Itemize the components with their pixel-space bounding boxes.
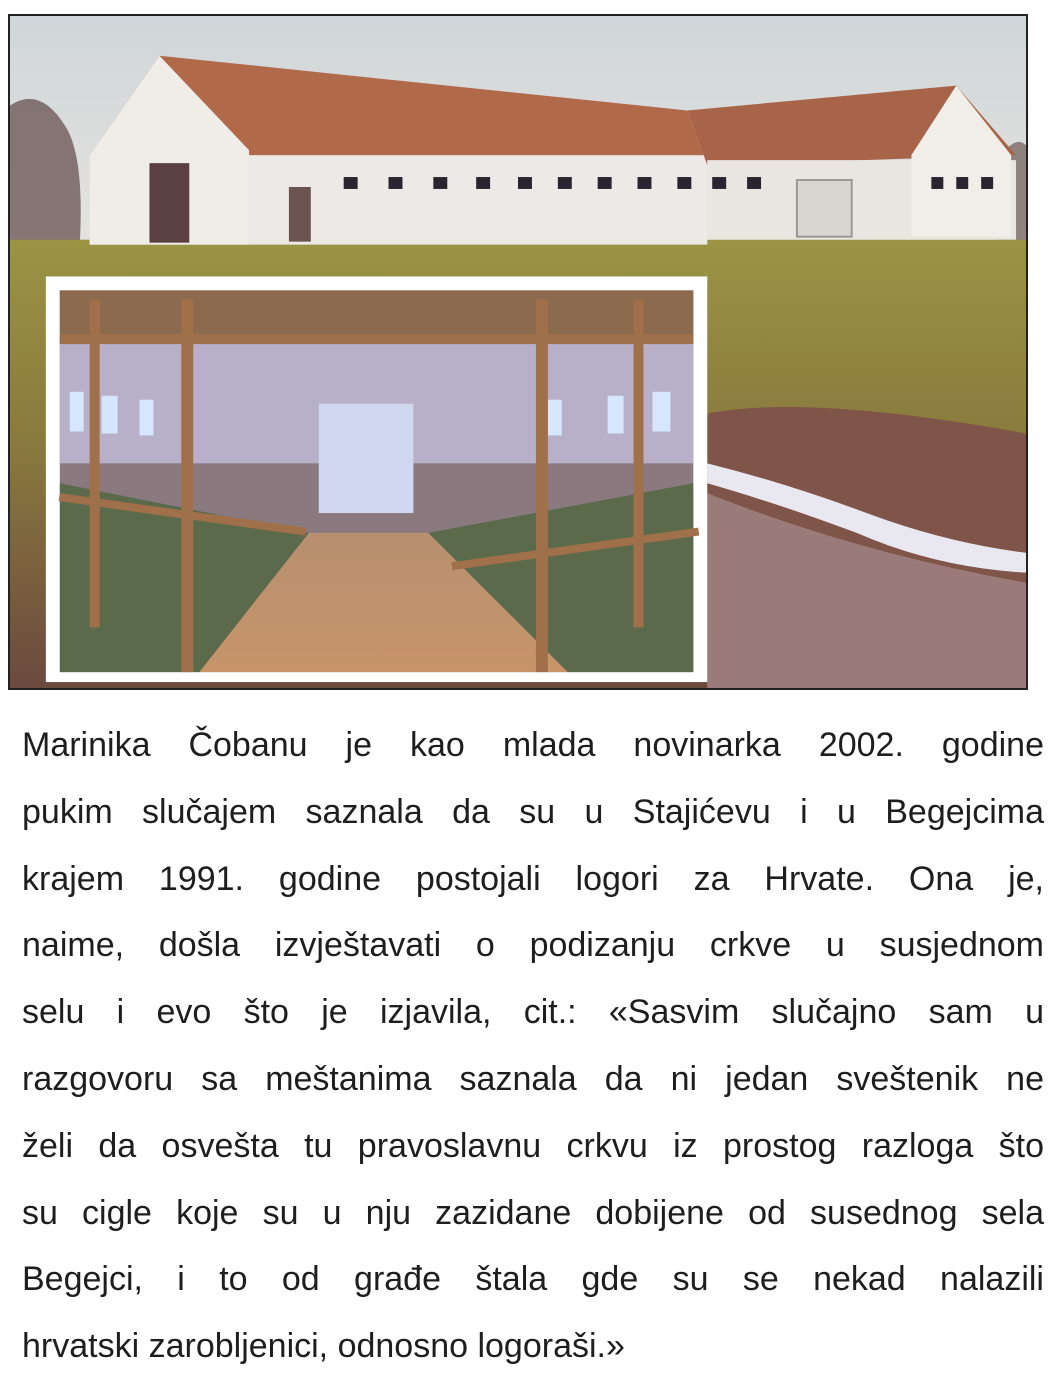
interior-inset (46, 276, 707, 682)
caption-line-2: pukim slučajem saznala da su u Stajićevu i u Begejcima (22, 792, 1044, 831)
caption-line-10: hrvatski zarobljenici, odnosno logoraši.» (22, 1327, 625, 1366)
caption-text (22, 712, 1044, 1380)
barn-door-right (797, 180, 852, 237)
caption-line-5: selu i evo što je izjavila, cit.: «Sasvim slučajno sam u (22, 993, 1044, 1032)
caption-line-8: su cigle koje su u nju zazidane dobijene od susednog sela (22, 1193, 1044, 1232)
barn-door-left (149, 163, 189, 243)
barn-door-small (289, 187, 311, 242)
caption-line-3: krajem 1991. godine postojali logori za Hrvate. Ona je, (22, 859, 1044, 898)
caption-line-4: naime, došla izvještavati o podizanju crkve u susjednom (22, 926, 1044, 965)
caption-line-7: želi da osvešta tu pravoslavnu crkvu iz prostog razloga što (22, 1126, 1044, 1165)
photo-frame (8, 14, 1028, 690)
caption-line-9: Begejci, i to od građe štala gde su se nekad nalazili (22, 1260, 1044, 1299)
caption-line-6: razgovoru sa meštanima saznala da ni jedan sveštenik ne (22, 1059, 1044, 1098)
caption-line-1: Marinika Čobanu je kao mlada novinarka 2002. godine (22, 726, 1044, 764)
barn-photo (10, 16, 1026, 688)
